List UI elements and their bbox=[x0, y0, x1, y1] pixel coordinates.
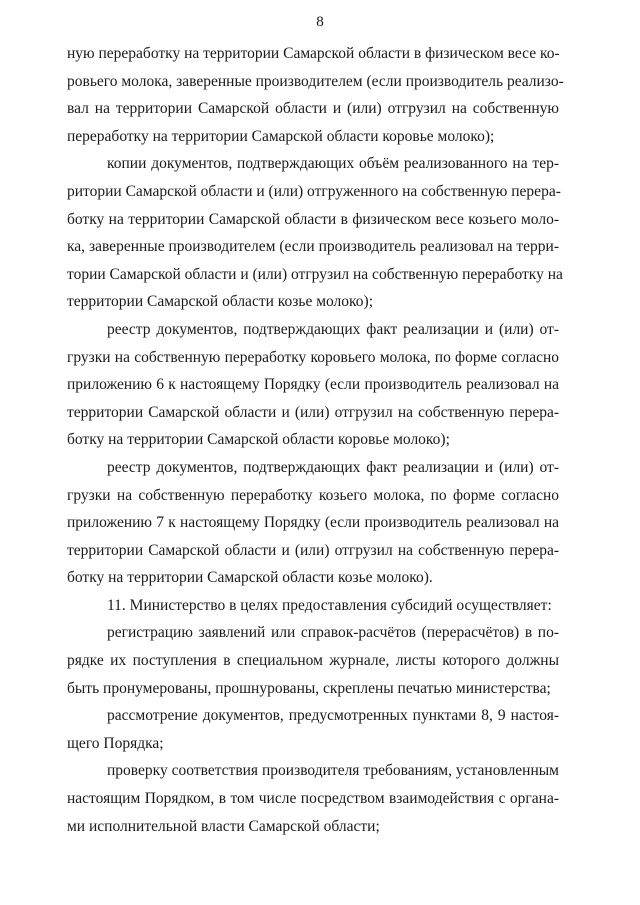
text-line: ботку на территории Самарской области козье молоко). bbox=[67, 569, 433, 587]
paragraph bbox=[67, 454, 559, 592]
text-line: ровьего молока, заверенные производителем (если производитель реализо- bbox=[67, 72, 564, 90]
text-line: ка, заверенные производителем (если производитель реализовал на терри- bbox=[67, 238, 559, 256]
text-line: ботку на территории Самарской области в физическом весе козьего моло- bbox=[67, 210, 559, 228]
text-line: переработку на территории Самарской области коровье молоко); bbox=[67, 127, 495, 145]
paragraph bbox=[67, 150, 563, 316]
document-body bbox=[67, 40, 564, 840]
text-line: быть пронумерованы, прошнурованы, скреплены печатью министерства; bbox=[67, 679, 551, 697]
paragraph bbox=[67, 757, 559, 840]
paragraph bbox=[67, 40, 564, 150]
text-line: ботку на территории Самарской области коровье молоко); bbox=[67, 431, 450, 449]
text-line: реестр документов, подтверждающих факт реализации и (или) от- bbox=[107, 320, 559, 338]
text-line: тории Самарской области и (или) отгрузил на собственную переработку на bbox=[67, 265, 563, 283]
text-line: грузки на собственную переработку коровьего молока, по форме согласно bbox=[67, 348, 559, 366]
text-line: рядке их поступления в специальном журнале, листы которого должны bbox=[67, 652, 559, 670]
text-line: территории Самарской области козье молоко); bbox=[67, 293, 374, 311]
text-line: регистрацию заявлений или справок-расчётов (перерасчётов) в по- bbox=[107, 624, 559, 642]
text-line: приложению 7 к настоящему Порядку (если производитель реализовал на bbox=[67, 514, 559, 532]
paragraph bbox=[67, 316, 559, 454]
text-line: ную переработку на территории Самарской области в физическом весе ко- bbox=[67, 45, 560, 62]
text-line: вал на территории Самарской области и (или) отгрузил на собственную bbox=[67, 100, 559, 118]
text-line: щего Порядка; bbox=[67, 734, 164, 752]
text-line: территории Самарской области и (или) отгрузил на собственную перера- bbox=[67, 541, 559, 559]
paragraph bbox=[67, 619, 559, 702]
text-line: проверку соответствия производителя требованиям, установленным bbox=[107, 762, 559, 780]
text-line: приложению 6 к настоящему Порядку (если производитель реализовал на bbox=[67, 376, 559, 394]
text-line: настоящим Порядком, в том числе посредством взаимодействия с органа- bbox=[67, 790, 559, 808]
paragraph bbox=[67, 592, 559, 620]
text-line: копии документов, подтверждающих объём реализованного на тер- bbox=[107, 155, 559, 173]
text-line: грузки на собственную переработку козьего молока, по форме согласно bbox=[67, 486, 559, 504]
text-line: 11. Министерство в целях предоставления субсидий осуществляет: bbox=[107, 596, 552, 614]
text-line: ми исполнительной власти Самарской области; bbox=[67, 817, 380, 835]
text-line: ритории Самарской области и (или) отгруженного на собственную перера- bbox=[67, 182, 561, 200]
text-line: территории Самарской области и (или) отгрузил на собственную перера- bbox=[67, 403, 559, 421]
text-line: реестр документов, подтверждающих факт реализации и (или) от- bbox=[107, 458, 559, 476]
paragraph bbox=[67, 702, 559, 757]
page-number: 8 bbox=[316, 14, 324, 30]
text-line: рассмотрение документов, предусмотренных пунктами 8, 9 настоя- bbox=[107, 707, 559, 725]
